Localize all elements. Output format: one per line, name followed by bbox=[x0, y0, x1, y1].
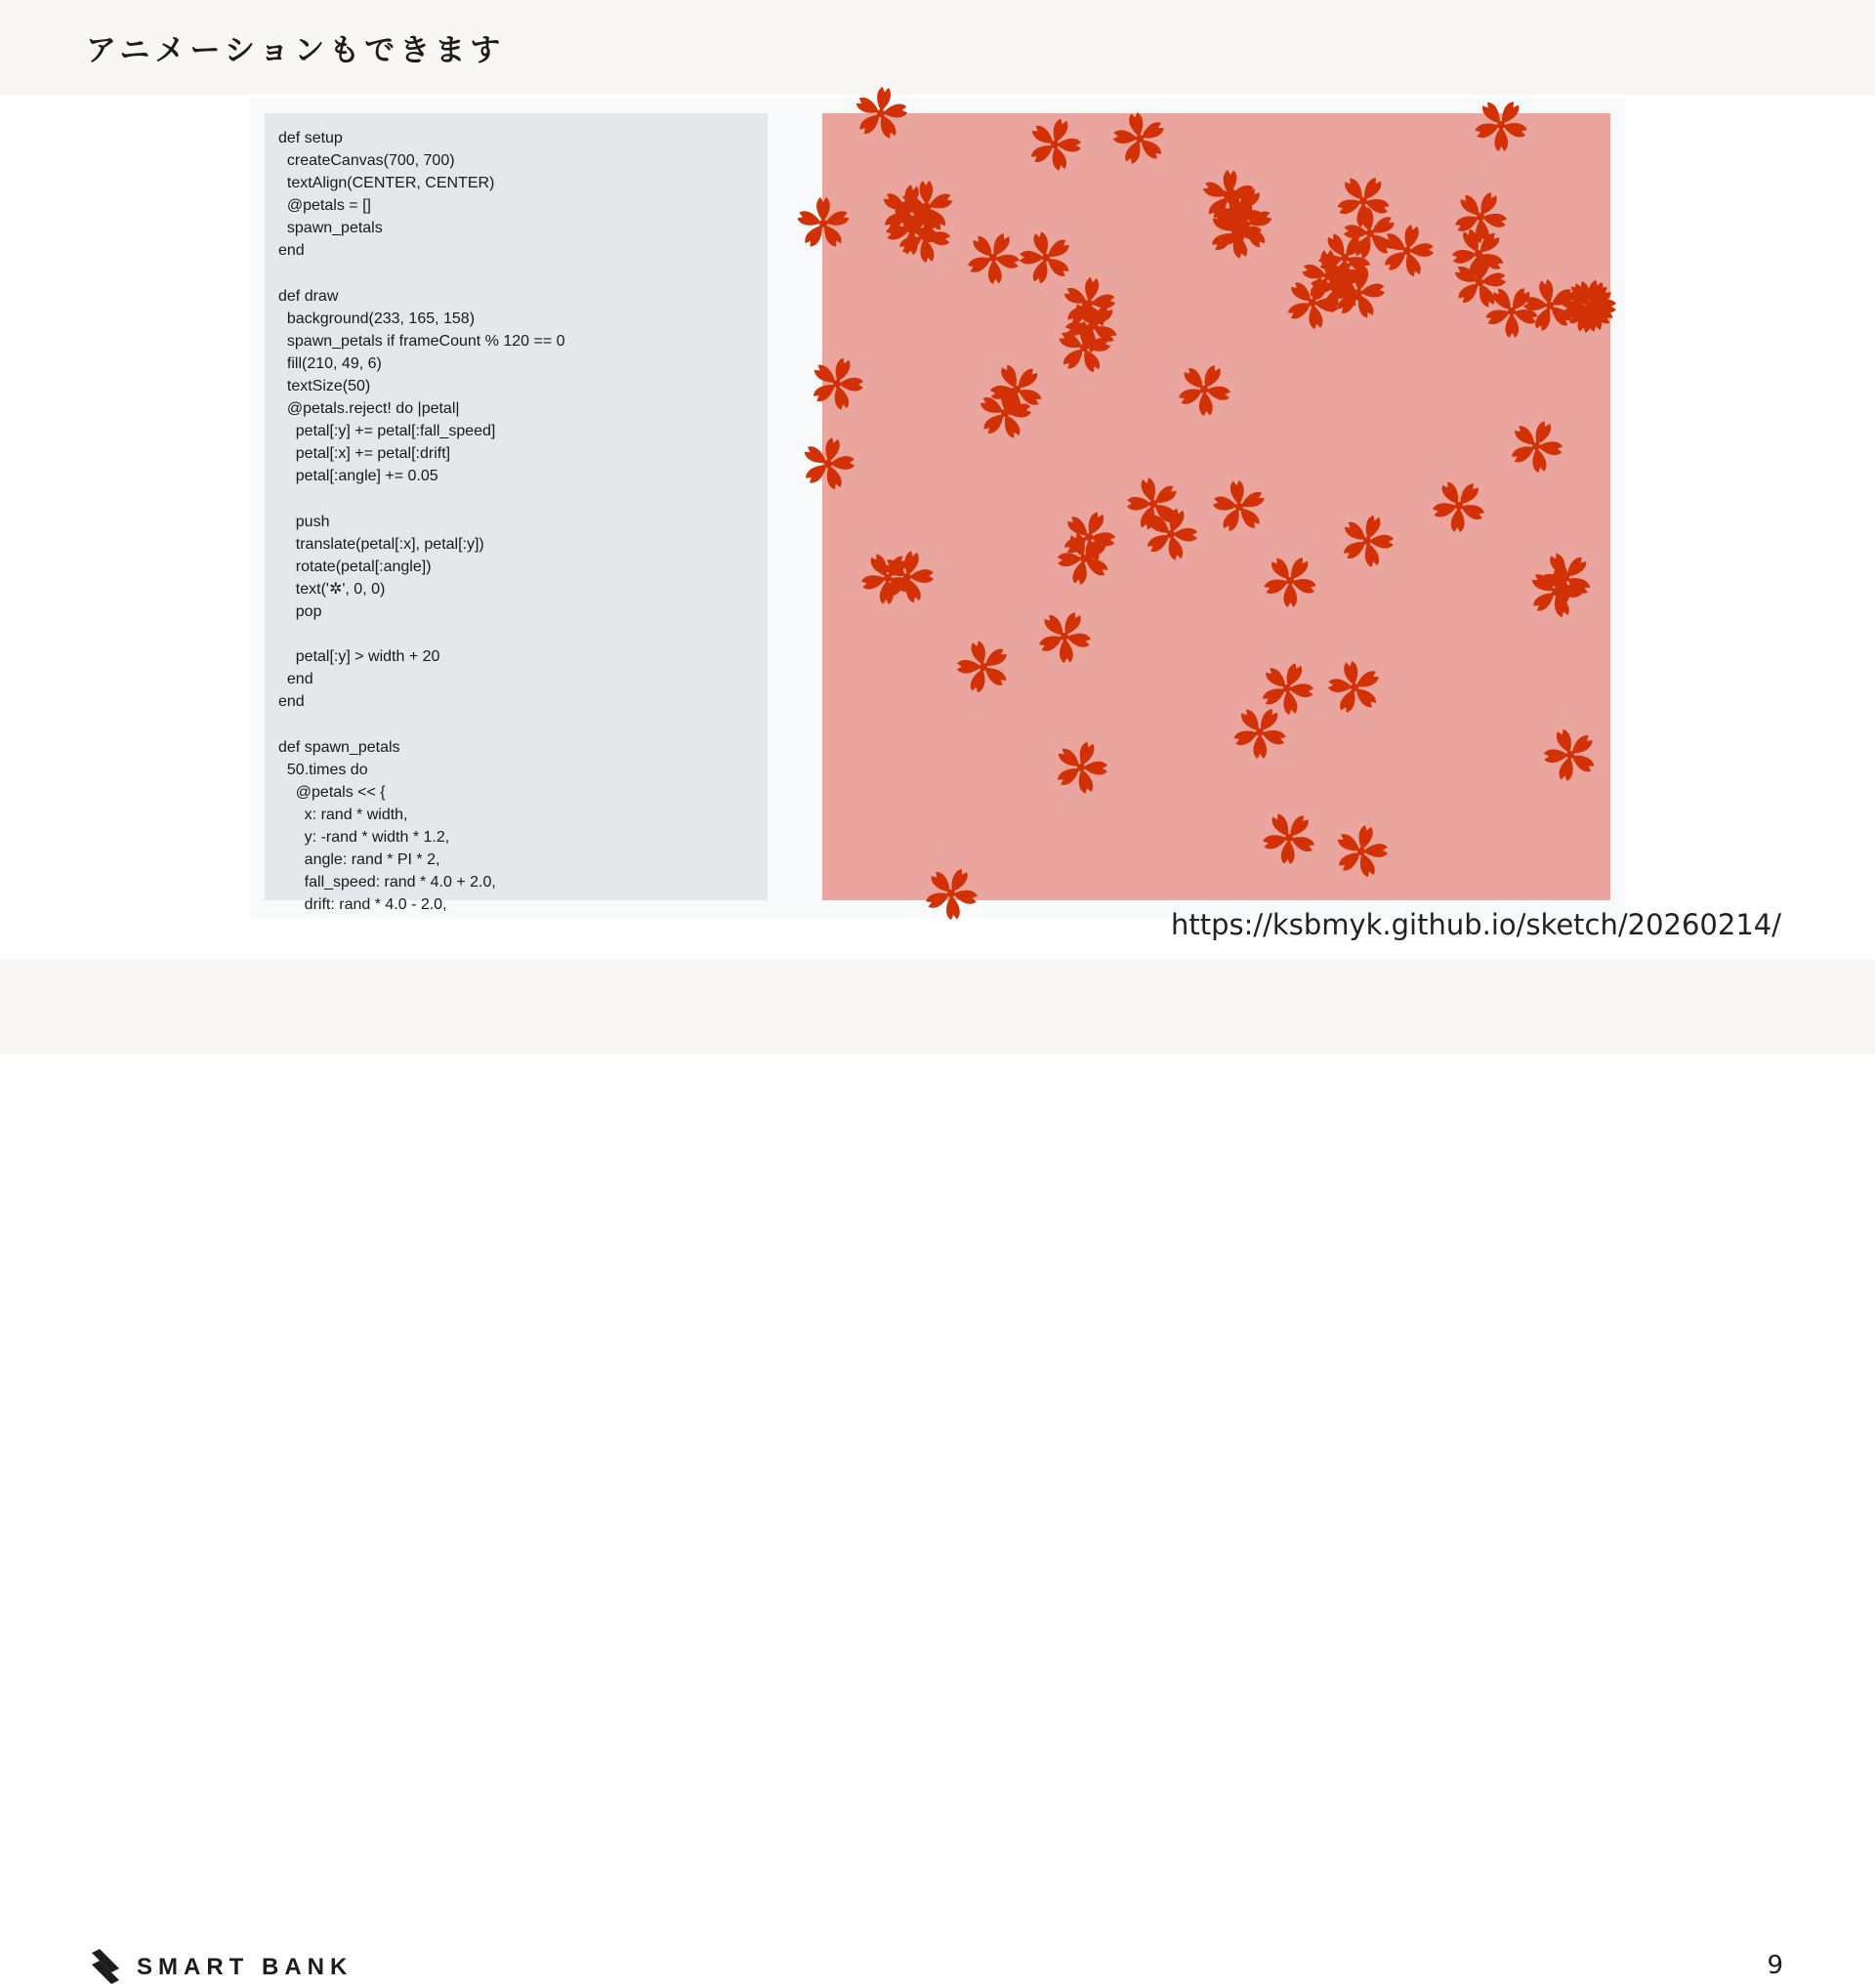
code-line: def draw bbox=[278, 287, 339, 305]
code-line: def setup bbox=[278, 130, 343, 146]
code-editor-panel bbox=[265, 113, 768, 914]
code-line: x: rand * width, bbox=[278, 806, 408, 823]
slide-footer bbox=[0, 960, 1875, 1980]
petal-animation-svg bbox=[822, 113, 1610, 900]
code-line: spawn_petals if frameCount % 120 == 0 bbox=[278, 332, 565, 350]
code-block bbox=[265, 113, 768, 916]
code-line: petal[:y] > width + 20 bbox=[278, 648, 440, 666]
code-line: fill(210, 49, 6) bbox=[278, 354, 382, 372]
code-line: @petals = [] bbox=[278, 197, 371, 215]
code-line: drift: rand * 4.0 - 2.0, bbox=[278, 896, 447, 914]
code-line: pop bbox=[278, 602, 322, 620]
code-line: text('✲', 0, 0) bbox=[278, 580, 386, 598]
page-number: 9 bbox=[1767, 1951, 1783, 1980]
code-line: spawn_petals bbox=[278, 220, 383, 237]
logo-wordmark: SMART BANK bbox=[137, 1954, 354, 1980]
slide-title: アニメーションもできます bbox=[86, 33, 506, 68]
code-line: petal[:angle] += 0.05 bbox=[278, 468, 438, 485]
smartbank-logo-mark bbox=[88, 1947, 123, 1988]
code-line: def spawn_petals bbox=[278, 738, 400, 756]
code-line: textAlign(CENTER, CENTER) bbox=[278, 175, 495, 192]
code-line: petal[:y] += petal[:fall_speed] bbox=[278, 423, 496, 440]
code-line: end bbox=[278, 671, 313, 688]
code-line: push bbox=[278, 513, 330, 530]
code-line: end bbox=[278, 693, 305, 711]
code-line: @petals.reject! do |petal| bbox=[278, 400, 460, 418]
source-url[interactable]: https://ksbmyk.github.io/sketch/20260214/ bbox=[1170, 908, 1781, 941]
code-line: fall_speed: rand * 4.0 + 2.0, bbox=[278, 874, 496, 891]
code-line: 50.times do bbox=[278, 761, 368, 778]
code-line: y: -rand * width * 1.2, bbox=[278, 828, 450, 846]
code-line: createCanvas(700, 700) bbox=[278, 152, 455, 170]
code-line: end bbox=[278, 242, 305, 260]
code-line: @petals << { bbox=[278, 783, 386, 801]
code-line: translate(petal[:x], petal[:y]) bbox=[278, 535, 484, 553]
code-line: petal[:x] += petal[:drift] bbox=[278, 445, 451, 463]
slide-header bbox=[0, 0, 1875, 95]
code-line: angle: rand * PI * 2, bbox=[278, 851, 440, 868]
code-line: background(233, 165, 158) bbox=[278, 310, 476, 327]
code-line: textSize(50) bbox=[278, 378, 371, 395]
sketch-canvas bbox=[822, 113, 1610, 900]
code-line: rotate(petal[:angle]) bbox=[278, 558, 432, 575]
smartbank-logo bbox=[88, 1947, 353, 1988]
